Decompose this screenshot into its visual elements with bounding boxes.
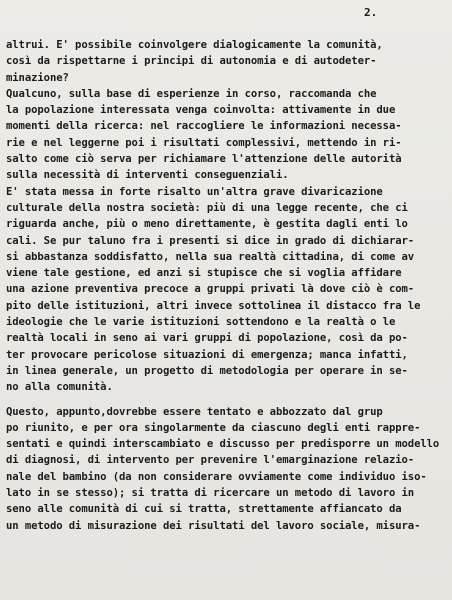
- text-line: rie e nel leggerne poi i risultati complessivi, mettendo in ri-: [6, 136, 402, 149]
- text-line: sentati e quindi interscambiato e discusso per predisporre un modello: [6, 438, 440, 451]
- text-line: pito delle istituzioni, altri invece sottolinea il distacco fra le: [6, 299, 421, 312]
- text-line: cali. Se pur taluno fra i presenti si dice in grado di dichiarar-: [6, 234, 415, 247]
- text-line: sulla necessità di interventi conseguenziali.: [6, 169, 289, 182]
- body-text: [6, 37, 448, 534]
- text-line: altrui. E' possibile coinvolgere dialogicamente la comunità,: [6, 39, 383, 51]
- text-line: culturale della nostra società: più di una legge recente, che ci: [6, 201, 408, 214]
- text-line: riguarda anche, più o meno direttamente, è gestita dagli enti lo: [6, 218, 408, 231]
- text-line: ter provocare pericolose situazioni di emergenza; manca infatti,: [6, 348, 408, 361]
- text-line: così da rispettarne i principi di autonomia e di autodeter-: [6, 55, 377, 68]
- text-line: si abbastanza soddisfatto, nella sua realtà cittadina, di come av: [6, 250, 415, 263]
- text-line: po riunito, e per ora singolarmente da ciascuno degli enti rappre-: [6, 421, 421, 434]
- text-line: no alla comunità.: [6, 381, 113, 394]
- text-line: una azione preventiva precoce a gruppi privati là dove ciò è com-: [6, 283, 415, 296]
- text-line: viene tale gestione, ed anzi si stupisce che si voglia affidare: [6, 267, 402, 280]
- text-line: nale del bambino (da non considerare ovviamente come individuo iso-: [6, 470, 427, 483]
- text-line: seno alle comunità di cui si tratta, strettamente affiancato da: [6, 503, 402, 516]
- text-line: la popolazione interessata venga coinvolta: attivamente in due: [6, 104, 396, 117]
- text-line: realtà locali in seno ai vari gruppi di popolazione, così da po-: [6, 332, 408, 345]
- page-number: 2.: [364, 6, 378, 19]
- text-line: momenti della ricerca: nel raccogliere le informazioni necessa-: [6, 120, 402, 133]
- text-line: un metodo di misurazione dei risultati del lavoro sociale, misura-: [6, 519, 421, 532]
- text-line: Qualcuno, sulla base di esperienze in corso, raccomanda che: [6, 87, 377, 100]
- text-line: lato in se stesso); si tratta di ricercare un metodo di lavoro in: [6, 487, 415, 500]
- text-line: minazione?: [6, 71, 69, 84]
- text-line: in linea generale, un progetto di metodologia per operare in se-: [6, 364, 408, 377]
- text-line: ideologie che le varie istituzioni sottendono e la realtà o le: [6, 316, 396, 329]
- text-line: E' stata messa in forte risalto un'altra grave divaricazione: [6, 185, 383, 198]
- text-line: di diagnosi, di intervento per prevenire l'emarginazione relazio-: [6, 454, 415, 467]
- text-line: salto come ciò serva per richiamare l'attenzione delle autorità: [6, 153, 402, 166]
- text-line: Questo, appunto,dovrebbe essere tentato e abbozzato dal grup: [6, 405, 383, 418]
